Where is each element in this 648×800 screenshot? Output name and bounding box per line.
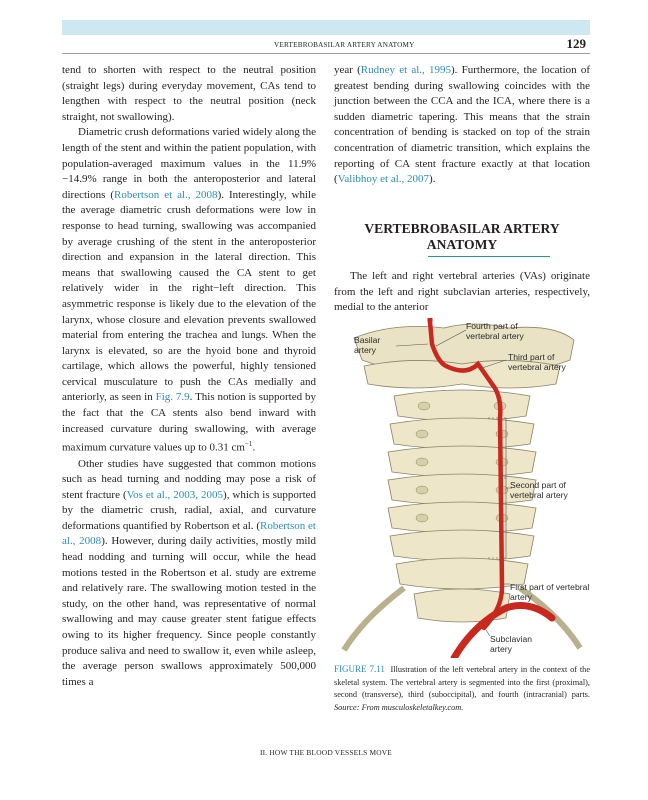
label-basilar-artery: Basilar artery	[354, 335, 381, 355]
right-paragraph-1: year (Rudney et al., 1995). Furthermore, the location of greatest bending during swallowing coincides with the junction between the CCA and the ICA, where there is a sudden diametric tapering. This means that the strain concentration of bending is stacked on top of the strain concentration of diametric transition, which explains the reporting of CA stent fracture exactly at that location (Valibhoy et al., 2007).	[334, 64, 590, 186]
left-paragraph-3: Other studies have suggested that common motions such as head turning and nodding may pose a risk of stent fracture (Vos et al., 2003, 2005), which is supported by the diametric crush, radial, axial, and curvature deformations quantified by Robertson et al. (Robertson et al., 2008). However, during daily activities, mostly mild head nodding and turning will occur, while the head motions tested in the Robertson et al. study are extreme and relatively rare. The swallowing motion tested in the study, on the other hand, was representative of normal swallowing and may cause greater stent fatigue effects owing to its higher frequency. Since people constantly produce saliva and need to swallow it, even while asleep, the average person swallows approximately 500,000 times a	[62, 457, 317, 688]
page-number: 129	[566, 36, 586, 51]
left-paragraph-1: tend to shorten with respect to the neutral position (straight legs) during everyday movement, CAs tend to lengthen with respect to the neutral position (neck straight, not swallowing).	[62, 64, 316, 123]
page-footer: II. HOW THE BLOOD VESSELS MOVE	[259, 748, 393, 757]
citation-link[interactable]: Rudney et al., 1995	[360, 64, 451, 76]
left-column	[62, 63, 316, 690]
label-third-part: Third part of vertebral artery	[508, 352, 566, 372]
heading-underline	[428, 256, 550, 257]
right-column	[334, 63, 590, 188]
header-color-band	[62, 20, 590, 35]
first-rib	[344, 588, 404, 650]
citation-link[interactable]: Robertson et al., 2008	[114, 188, 218, 201]
section-heading: VERTEBROBASILAR ARTERY ANATOMY	[364, 221, 560, 252]
citation-link[interactable]: Vos et al., 2003, 2005	[126, 488, 224, 501]
right-paragraph-2: The left and right vertebral arteries (VAs) originate from the left and right subclavian arteries, respectively, medial to the anterior	[334, 270, 590, 314]
left-paragraph-2: Diametric crush deformations varied widely along the length of the stent and within the patient population, with population-averaged maximum values in the 11.9%−14.9% range in both the anteroposterior and lateral directions (Robertson et al., 2008). Interestingly, while the average diametric crush deformations were low in response to head turning, swallowing was accompanied by average crushing of the stent in the anteroposterior direction and expansion in the lateral direction. This means that swallowing caused the CA stent to get relatively wider in the right−left direction. This asymmetric response is likely due to the elevation of the larynx, whose closure and elevation prevents swallowed material from entering the trachea and lungs. When the larynx is elevated, so are the hyoid bone and thyroid cartilage, which allows the powerful, highly tensioned cervical musculature to push the CAs medially and anteriorly, as seen in Fig. 7.9. This notion is supported by the fact that the CA stents also bend inward with increased curvature during swallowing, with average maximum curvature values up to 0.31 $cm^{-1}$.	[62, 126, 316, 454]
caption-source: Source: From musculoskeletalkey.com.	[334, 702, 464, 712]
figure-link[interactable]: Fig. 7.9	[155, 391, 190, 404]
citation-link[interactable]: Valibhoy et al., 2007	[337, 173, 430, 186]
label-second-part: Second part of vertebral artery	[510, 480, 568, 500]
label-subclavian-artery: Subclavian artery	[490, 634, 533, 654]
citation-link[interactable]: Robertson et al., 2008	[62, 519, 316, 548]
figure-number: FIGURE 7.11	[334, 664, 385, 674]
running-title: VERTEBROBASILAR ARTERY ANATOMY	[274, 41, 415, 49]
label-first-part: First part of vertebral artery	[510, 582, 590, 602]
vertebral-artery-figure	[334, 318, 590, 658]
label-fourth-part: Fourth part of vertebral artery	[466, 321, 524, 341]
figure-caption: FIGURE 7.11 Illustration of the left vertebral artery in the context of the skeletal system. The vertebral artery is segmented into the first (proximal), second (transverse), third (suboccipital), and fourth (intracranial) parts. Source: From musculoskeletalkey.com.	[334, 664, 590, 712]
running-header	[62, 36, 590, 54]
